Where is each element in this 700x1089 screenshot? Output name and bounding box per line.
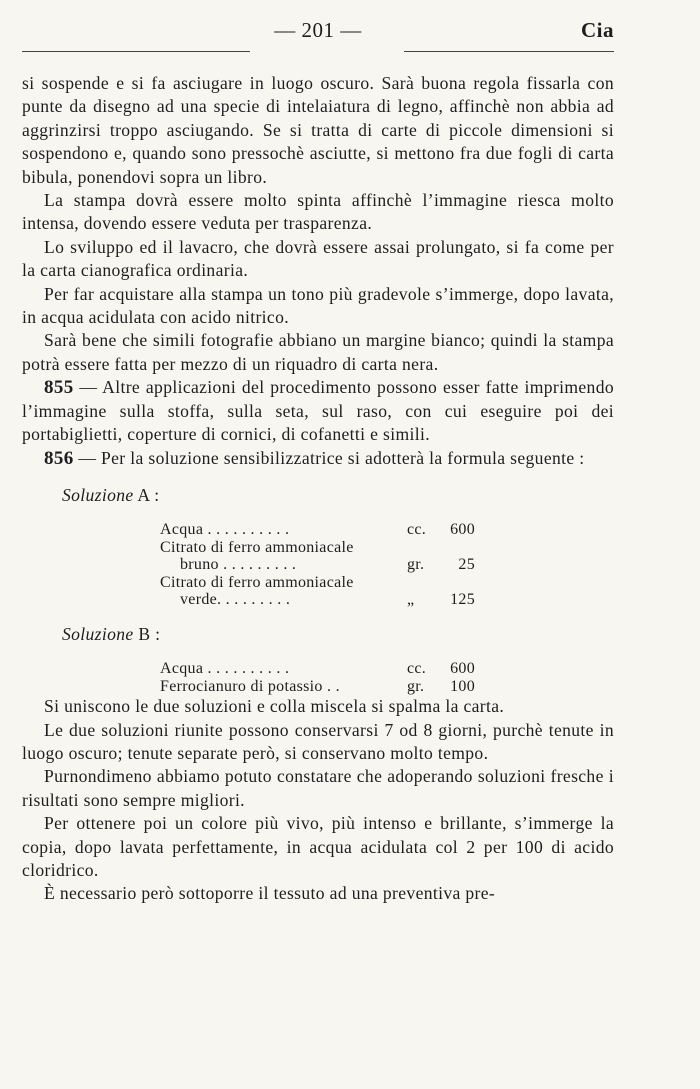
header-rule-left bbox=[22, 51, 250, 52]
paragraph: Lo sviluppo ed il lavacro, che dovrà essere assai prolungato, si fa come per la carta cianografica ordinaria. bbox=[22, 236, 614, 281]
formula-a bbox=[160, 521, 475, 609]
quantity: 25 bbox=[458, 556, 475, 574]
paragraph-text: — Altre applicazioni del procedimento possono esser fatte imprimendo l’immagine sulla stoffa, sulla seta, sul raso, con cui eseguire poi dei portabiglietti, coperture di cornici, di cofanetti e simili. bbox=[22, 377, 614, 445]
ingredient: Ferrocianuro di potassio . . bbox=[160, 677, 340, 695]
solution-letter: B : bbox=[138, 623, 161, 644]
header-rule-right bbox=[404, 51, 614, 52]
section-number: 856 bbox=[44, 447, 74, 469]
formula-row bbox=[160, 591, 475, 609]
formula-row bbox=[160, 574, 475, 592]
quantity: 100 bbox=[450, 677, 475, 695]
quantity: 600 bbox=[450, 660, 475, 678]
quantity: 600 bbox=[450, 521, 475, 539]
unit: gr. bbox=[407, 556, 425, 574]
unit: cc. bbox=[407, 521, 427, 539]
paragraph: Sarà bene che simili fotografie abbiano un margine bianco; quindi la stampa potrà essere fatta per mezzo di un riquadro di carta nera. bbox=[22, 330, 614, 374]
paragraph: Si uniscono le due soluzioni e colla miscela si spalma la carta. bbox=[44, 696, 505, 717]
solution-label: Soluzione bbox=[62, 623, 134, 644]
unit: „ bbox=[407, 591, 415, 609]
paragraph: Le due soluzioni riunite possono conservarsi 7 od 8 giorni, purchè tenute in luogo oscuro; tenute separate però, si conservano molto tempo. bbox=[22, 719, 614, 764]
running-head: Cia bbox=[581, 18, 614, 42]
paragraph: È necessario però sottoporre il tessuto ad una preventiva pre- bbox=[44, 883, 496, 904]
page-header bbox=[22, 18, 614, 58]
ingredient: Citrato di ferro ammoniacale bbox=[160, 538, 354, 556]
paragraph: Purnondimeno abbiamo potuto constatare che adoperando soluzioni fresche i risultati sono sempre migliori. bbox=[22, 766, 614, 810]
numbered-paragraph bbox=[22, 447, 614, 470]
paragraph: Per ottenere poi un colore più vivo, più intenso e brillante, s’immerge la copia, dopo lavata perfettamente, in acqua acidulata col 2 per 100 di acido cloridrico. bbox=[22, 813, 614, 881]
ingredient: Citrato di ferro ammoniacale bbox=[160, 573, 354, 591]
ingredient: verde. . . . . . . . . bbox=[180, 591, 291, 609]
solution-label: Soluzione bbox=[62, 484, 134, 505]
formula-row bbox=[160, 660, 475, 678]
formula-row bbox=[160, 539, 475, 557]
ingredient: Acqua . . . . . . . . . . bbox=[160, 660, 290, 678]
paragraph: La stampa dovrà essere molto spinta affinchè l’immagine riesca molto intensa, dovendo essere veduta per trasparenza. bbox=[22, 190, 614, 234]
paragraph-text: — Per la soluzione sensibilizzatrice si adotterà la formula seguente : bbox=[78, 447, 585, 468]
paragraph: si sospende e si fa asciugare in luogo oscuro. Sarà buona regola fissarla con punte da disegno ad una specie di intelaiatura di legno, affinchè non abbia ad aggrinzirsi troppo asciugando. Se si tratta di carte di piccole dimensioni si sospendono e, quando sono pressochè asciutte, si mettono fra due fogli di carta bibula, ponendovi sopra un libro. bbox=[22, 73, 614, 187]
solution-b-heading bbox=[62, 623, 614, 646]
formula-row bbox=[160, 556, 475, 574]
page-number: — 201 — bbox=[274, 18, 362, 42]
solution-letter: A : bbox=[137, 484, 160, 505]
page-body bbox=[22, 72, 614, 906]
quantity: 125 bbox=[450, 591, 475, 609]
unit: cc. bbox=[407, 660, 427, 678]
ingredient: bruno . . . . . . . . . bbox=[180, 556, 297, 574]
formula-b bbox=[160, 660, 475, 695]
paragraph: Per far acquistare alla stampa un tono più gradevole s’immerge, dopo lavata, in acqua acidulata con acido nitrico. bbox=[22, 283, 614, 328]
formula-row bbox=[160, 521, 475, 539]
section-number: 855 bbox=[44, 377, 74, 399]
ingredient: Acqua . . . . . . . . . . bbox=[160, 521, 290, 539]
formula-row bbox=[160, 678, 475, 696]
numbered-paragraph bbox=[22, 376, 614, 446]
unit: gr. bbox=[407, 677, 425, 695]
solution-a-heading bbox=[62, 484, 614, 507]
